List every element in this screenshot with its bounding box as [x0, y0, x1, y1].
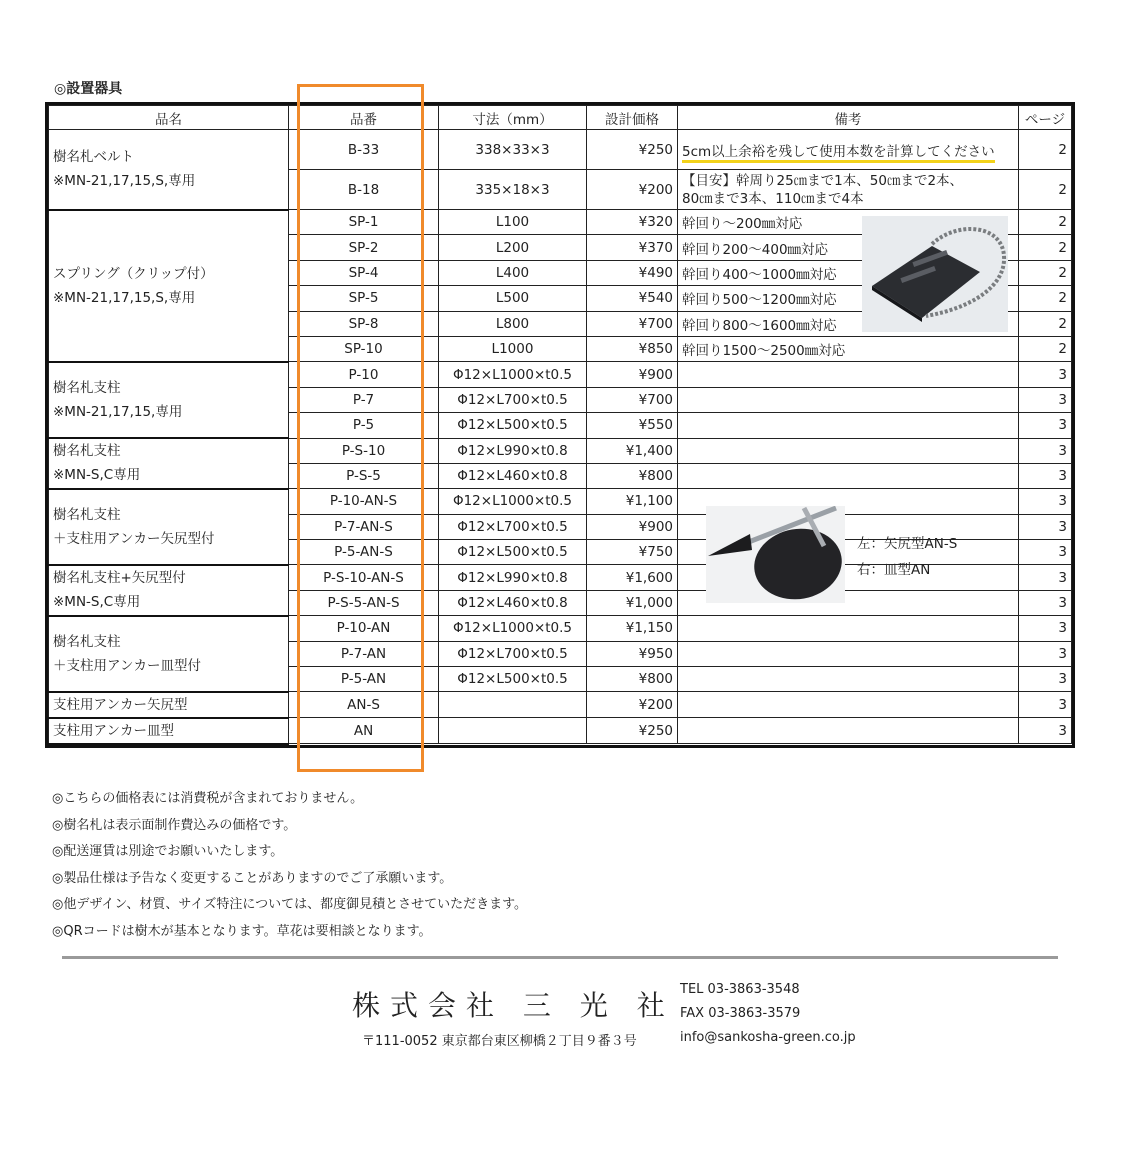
note-cell: 幹回り400～1000㎜対応	[678, 260, 1019, 285]
price-cell: ¥320	[587, 210, 678, 235]
table-row	[49, 692, 1072, 718]
page-cell: 2	[1019, 311, 1072, 336]
page-cell: 3	[1019, 616, 1072, 641]
price-cell: ¥1,100	[587, 489, 678, 514]
price-cell: ¥800	[587, 667, 678, 692]
size-cell: Φ12×L500×t0.5	[439, 667, 587, 692]
product-name-line: ※MN-21,17,15,専用	[53, 403, 183, 420]
price-cell: ¥1,600	[587, 565, 678, 590]
page-cell: 3	[1019, 489, 1072, 514]
price-cell: ¥850	[587, 336, 678, 361]
price-cell: ¥250	[587, 130, 678, 170]
price-cell: ¥950	[587, 641, 678, 666]
product-code-cell: B-18	[289, 170, 439, 210]
note-cell: 幹回り800～1600㎜対応	[678, 311, 1019, 336]
size-cell	[439, 692, 587, 718]
size-cell: Φ12×L500×t0.5	[439, 413, 587, 438]
company-name: 株式会社 三 光 社	[352, 989, 675, 1022]
product-code-cell: P-S-5	[289, 463, 439, 488]
price-cell: ¥1,150	[587, 616, 678, 641]
page-cell: 3	[1019, 514, 1072, 539]
size-cell: Φ12×L460×t0.8	[439, 463, 587, 488]
page-cell: 3	[1019, 463, 1072, 488]
product-name-cell	[49, 438, 289, 489]
price-table	[48, 105, 1072, 745]
page-cell: 3	[1019, 362, 1072, 387]
product-name-cell	[49, 130, 289, 210]
page-cell: 2	[1019, 130, 1072, 170]
note-cell	[678, 616, 1019, 641]
table-row	[49, 130, 1072, 170]
product-name-line: ＋支柱用アンカー矢尻型付	[53, 530, 215, 547]
note-cell: 幹回り200～400㎜対応	[678, 235, 1019, 260]
product-name-cell	[49, 489, 289, 565]
table-row	[49, 718, 1072, 744]
section-title: ◎設置器具	[54, 81, 123, 97]
footnote: ◎樹名札は表示面制作費込みの価格です。	[52, 817, 297, 833]
price-cell: ¥1,000	[587, 590, 678, 615]
product-name-cell	[49, 692, 289, 718]
note-cell	[678, 130, 1019, 170]
product-name-cell	[49, 616, 289, 692]
product-code-cell: AN	[289, 718, 439, 744]
product-name-line: 樹名札支柱	[53, 633, 121, 650]
header-code: 品番	[289, 106, 439, 130]
page-cell: 3	[1019, 590, 1072, 615]
product-name-cell	[49, 362, 289, 438]
note-cell	[678, 641, 1019, 666]
page-cell: 2	[1019, 210, 1072, 235]
price-cell: ¥200	[587, 170, 678, 210]
note-cell	[678, 718, 1019, 744]
product-code-cell: P-7-AN	[289, 641, 439, 666]
page-cell: 3	[1019, 413, 1072, 438]
price-cell: ¥800	[587, 463, 678, 488]
size-cell: L500	[439, 286, 587, 311]
page-cell: 3	[1019, 438, 1072, 463]
contact-info	[680, 978, 856, 1050]
size-cell: Φ12×L990×t0.8	[439, 438, 587, 463]
size-cell: Φ12×L700×t0.5	[439, 514, 587, 539]
table-row	[49, 489, 1072, 514]
guide-line: 80㎝まで3本、110㎝まで4本	[682, 190, 864, 207]
footnote: ◎配送運賃は別途でお願いいたします。	[52, 844, 284, 859]
page-cell: 2	[1019, 170, 1072, 210]
divider	[62, 956, 1058, 959]
page-cell: 3	[1019, 641, 1072, 666]
product-name-line: 支柱用アンカー皿型	[53, 722, 174, 739]
header-name: 品名	[49, 106, 289, 130]
product-code-cell: P-S-10	[289, 438, 439, 463]
size-cell	[439, 718, 587, 744]
note-cell	[678, 387, 1019, 412]
price-cell: ¥370	[587, 235, 678, 260]
product-code-cell: SP-8	[289, 311, 439, 336]
page-cell: 2	[1019, 235, 1072, 260]
price-cell: ¥540	[587, 286, 678, 311]
belt-guide-note	[678, 170, 1019, 210]
product-code-cell: P-5	[289, 413, 439, 438]
product-code-cell: P-7	[289, 387, 439, 412]
product-name-line: 樹名札支柱+矢尻型付	[53, 570, 186, 587]
size-cell: Φ12×L700×t0.5	[439, 387, 587, 412]
price-cell: ¥550	[587, 413, 678, 438]
note-cell: 幹回り1500～2500㎜対応	[678, 336, 1019, 361]
product-name-cell	[49, 565, 289, 616]
product-code-cell: P-5-AN	[289, 667, 439, 692]
product-code-cell: P-7-AN-S	[289, 514, 439, 539]
company-address: 〒111-0052 東京都台東区柳橋２丁目９番３号	[362, 1034, 637, 1049]
note-cell	[678, 438, 1019, 463]
header-page: ページ	[1019, 106, 1072, 130]
product-name-line: 支柱用アンカー矢尻型	[53, 696, 188, 713]
product-code-cell: B-33	[289, 130, 439, 170]
note-cell: 幹回り500～1200㎜対応	[678, 286, 1019, 311]
fax: FAX 03-3863-3579	[680, 1006, 801, 1021]
product-code-cell: P-S-10-AN-S	[289, 565, 439, 590]
note-cell	[678, 463, 1019, 488]
product-name-line: ※MN-21,17,15,S,専用	[53, 289, 196, 306]
size-cell: Φ12×L460×t0.8	[439, 590, 587, 615]
page-cell: 3	[1019, 565, 1072, 590]
page-cell: 3	[1019, 540, 1072, 565]
product-code-cell: SP-1	[289, 210, 439, 235]
page-cell: 2	[1019, 286, 1072, 311]
note-highlighted: 5cm以上余裕を残して使用本数を計算してください	[682, 144, 995, 163]
note-cell	[678, 413, 1019, 438]
page-cell: 2	[1019, 336, 1072, 361]
product-code-cell: SP-5	[289, 286, 439, 311]
product-name-line: 樹名札ベルト	[53, 149, 134, 166]
footnote: ◎製品仕様は予告なく変更することがありますのでご了承願います。	[52, 870, 453, 886]
price-cell: ¥900	[587, 362, 678, 387]
size-cell: L100	[439, 210, 587, 235]
footnote: ◎QRコードは樹木が基本となります。草花は要相談となります。	[52, 923, 432, 939]
product-code-cell: P-10-AN-S	[289, 489, 439, 514]
guide-line: 【目安】幹周り25㎝まで1本、50㎝まで2本、	[682, 172, 964, 189]
anchor-photo	[706, 506, 845, 603]
price-cell: ¥1,400	[587, 438, 678, 463]
product-code-cell: SP-2	[289, 235, 439, 260]
size-cell: 335×18×3	[439, 170, 587, 210]
size-cell: 338×33×3	[439, 130, 587, 170]
product-name-line: 樹名札支柱	[53, 443, 121, 460]
product-name-line: スプリング（クリップ付）	[53, 265, 214, 282]
price-cell: ¥700	[587, 311, 678, 336]
size-cell: Φ12×L1000×t0.5	[439, 616, 587, 641]
email: info@sankosha-green.co.jp	[680, 1030, 856, 1045]
price-cell: ¥200	[587, 692, 678, 718]
size-cell: Φ12×L1000×t0.5	[439, 489, 587, 514]
header-price: 設計価格	[587, 106, 678, 130]
table-header-row	[49, 106, 1072, 130]
page-cell: 3	[1019, 718, 1072, 744]
size-cell: Φ12×L990×t0.8	[439, 565, 587, 590]
note-cell	[678, 667, 1019, 692]
product-name-line: ※MN-S,C専用	[53, 467, 141, 484]
product-code-cell: SP-10	[289, 336, 439, 361]
size-cell: L800	[439, 311, 587, 336]
note-cell	[678, 362, 1019, 387]
product-code-cell: SP-4	[289, 260, 439, 285]
product-code-cell: P-5-AN-S	[289, 540, 439, 565]
product-code-cell: P-S-5-AN-S	[289, 590, 439, 615]
page-cell: 2	[1019, 260, 1072, 285]
size-cell: L400	[439, 260, 587, 285]
page-cell: 3	[1019, 387, 1072, 412]
price-cell: ¥250	[587, 718, 678, 744]
product-name-line: 樹名札支柱	[53, 379, 121, 396]
product-code-cell: AN-S	[289, 692, 439, 718]
footnote: ◎他デザイン、材質、サイズ特注については、都度御見積とさせていただきます。	[52, 897, 528, 912]
price-cell: ¥490	[587, 260, 678, 285]
product-code-cell: P-10-AN	[289, 616, 439, 641]
price-cell: ¥700	[587, 387, 678, 412]
spring-clip-photo	[862, 216, 1008, 332]
table-row	[49, 362, 1072, 387]
tel: TEL 03-3863-3548	[680, 982, 800, 997]
size-cell: L200	[439, 235, 587, 260]
product-name-cell	[49, 718, 289, 744]
size-cell: Φ12×L500×t0.5	[439, 540, 587, 565]
footnotes	[52, 786, 527, 945]
note-cell	[678, 692, 1019, 718]
price-cell: ¥900	[587, 514, 678, 539]
anchor-legend-right: 右：皿型AN	[857, 562, 931, 578]
size-cell: Φ12×L1000×t0.5	[439, 362, 587, 387]
table-row	[49, 438, 1072, 463]
product-name-cell	[49, 210, 289, 362]
page-cell: 3	[1019, 692, 1072, 718]
product-name-line: ※MN-21,17,15,S,専用	[53, 173, 196, 190]
footnote: ◎こちらの価格表には消費税が含まれておりません。	[52, 791, 364, 806]
price-cell: ¥750	[587, 540, 678, 565]
header-size: 寸法（mm）	[439, 106, 587, 130]
product-name-line: ※MN-S,C専用	[53, 594, 141, 611]
page-cell: 3	[1019, 667, 1072, 692]
table-row	[49, 616, 1072, 641]
product-name-line: ＋支柱用アンカー皿型付	[53, 657, 201, 674]
anchor-legend-left: 左：矢尻型AN-S	[857, 536, 958, 552]
note-cell: 幹回り～200㎜対応	[678, 210, 1019, 235]
size-cell: L1000	[439, 336, 587, 361]
product-code-cell: P-10	[289, 362, 439, 387]
header-note: 備考	[678, 106, 1019, 130]
size-cell: Φ12×L700×t0.5	[439, 641, 587, 666]
product-name-line: 樹名札支柱	[53, 506, 121, 523]
